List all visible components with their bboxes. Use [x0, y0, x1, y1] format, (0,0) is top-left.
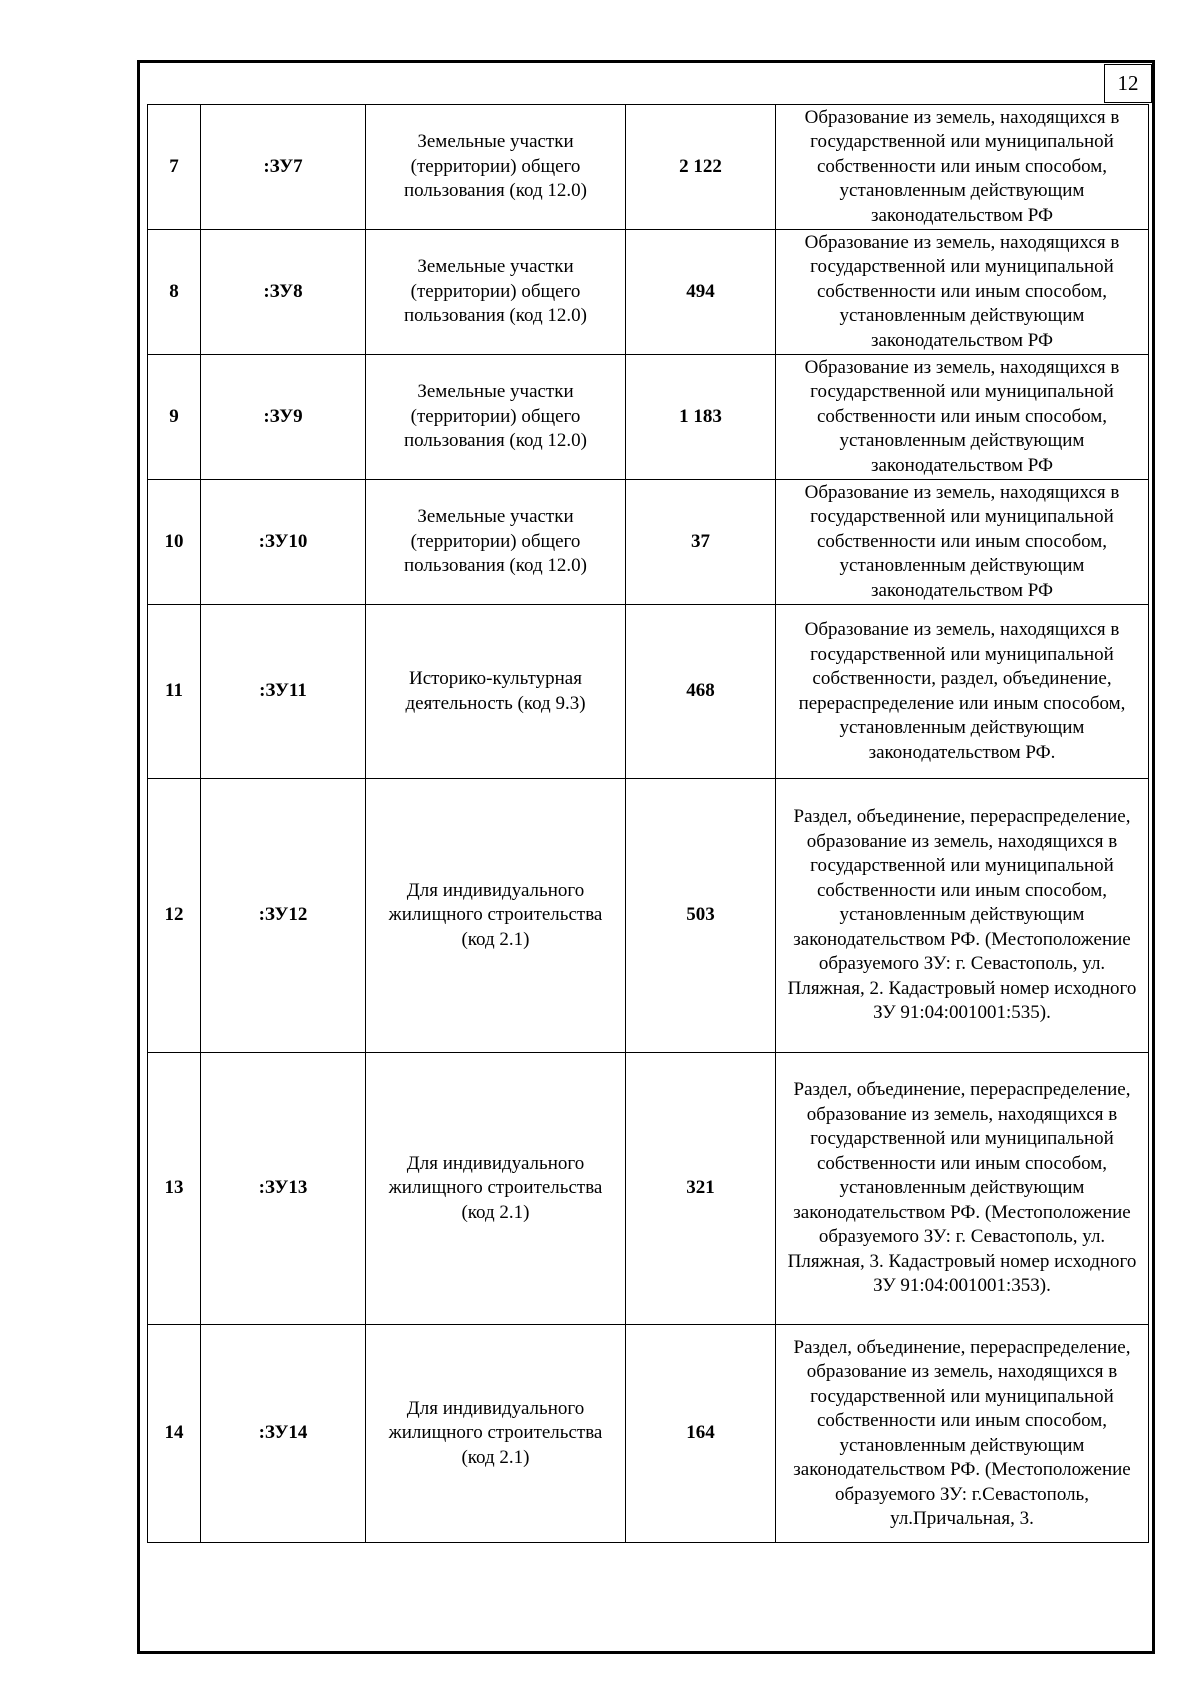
permitted-use: Земельные участки (территории) общего пользования (код 12.0)	[366, 230, 626, 355]
plot-designation: :ЗУ8	[201, 230, 366, 355]
permitted-use: Для индивидуального жилищного строительства (код 2.1)	[366, 1053, 626, 1325]
table-row	[148, 355, 1149, 480]
permitted-use: Для индивидуального жилищного строительства (код 2.1)	[366, 779, 626, 1053]
plot-designation: :ЗУ9	[201, 355, 366, 480]
table-row	[148, 105, 1149, 230]
permitted-use: Для индивидуального жилищного строительства (код 2.1)	[366, 1325, 626, 1543]
table-row	[148, 1325, 1149, 1543]
formation-method: Раздел, объединение, перераспределение, образование из земель, находящихся в государственной или муниципальной собственности или иным способом, установленным действующим законодательством РФ. (Местоположение образуемого ЗУ: г. Севастополь, ул. Пляжная, 3. Кадастровый номер исходного ЗУ 91:04:001001:353).	[776, 1053, 1149, 1325]
plot-area: 1 183	[626, 355, 776, 480]
plot-area: 494	[626, 230, 776, 355]
formation-method: Образование из земель, находящихся в государственной или муниципальной собственности или иным способом, установленным действующим законодательством РФ	[776, 105, 1149, 230]
plot-area: 37	[626, 480, 776, 605]
formation-method: Раздел, объединение, перераспределение, образование из земель, находящихся в государственной или муниципальной собственности или иным способом, установленным действующим законодательством РФ. (Местоположение образуемого ЗУ: г. Севастополь, ул. Пляжная, 2. Кадастровый номер исходного ЗУ 91:04:001001:535).	[776, 779, 1149, 1053]
page-number: 12	[1104, 64, 1152, 103]
formation-method: Образование из земель, находящихся в государственной или муниципальной собственности, раздел, объединение, перераспределение или иным способом, установленным действующим законодательством РФ.	[776, 605, 1149, 779]
row-number: 10	[148, 480, 201, 605]
plot-designation: :ЗУ14	[201, 1325, 366, 1543]
plot-designation: :ЗУ11	[201, 605, 366, 779]
plot-area: 321	[626, 1053, 776, 1325]
plot-area: 164	[626, 1325, 776, 1543]
formation-method: Образование из земель, находящихся в государственной или муниципальной собственности или иным способом, установленным действующим законодательством РФ	[776, 480, 1149, 605]
permitted-use: Земельные участки (территории) общего пользования (код 12.0)	[366, 480, 626, 605]
row-number: 11	[148, 605, 201, 779]
plot-designation: :ЗУ7	[201, 105, 366, 230]
table-row	[148, 605, 1149, 779]
row-number: 12	[148, 779, 201, 1053]
plot-designation: :ЗУ10	[201, 480, 366, 605]
plot-area: 2 122	[626, 105, 776, 230]
plot-area: 468	[626, 605, 776, 779]
plot-area: 503	[626, 779, 776, 1053]
table-row	[148, 1053, 1149, 1325]
row-number: 8	[148, 230, 201, 355]
land-plots-table	[147, 104, 1149, 1543]
row-number: 14	[148, 1325, 201, 1543]
row-number: 7	[148, 105, 201, 230]
permitted-use: Историко-культурная деятельность (код 9.3)	[366, 605, 626, 779]
permitted-use: Земельные участки (территории) общего пользования (код 12.0)	[366, 105, 626, 230]
table-row	[148, 230, 1149, 355]
table-row	[148, 480, 1149, 605]
formation-method: Образование из земель, находящихся в государственной или муниципальной собственности или иным способом, установленным действующим законодательством РФ	[776, 355, 1149, 480]
permitted-use: Земельные участки (территории) общего пользования (код 12.0)	[366, 355, 626, 480]
plot-designation: :ЗУ12	[201, 779, 366, 1053]
formation-method: Образование из земель, находящихся в государственной или муниципальной собственности или иным способом, установленным действующим законодательством РФ	[776, 230, 1149, 355]
table-row	[148, 779, 1149, 1053]
formation-method: Раздел, объединение, перераспределение, образование из земель, находящихся в государственной или муниципальной собственности или иным способом, установленным действующим законодательством РФ. (Местоположение образуемого ЗУ: г.Севастополь, ул.Причальная, 3.	[776, 1325, 1149, 1543]
row-number: 9	[148, 355, 201, 480]
row-number: 13	[148, 1053, 201, 1325]
plot-designation: :ЗУ13	[201, 1053, 366, 1325]
